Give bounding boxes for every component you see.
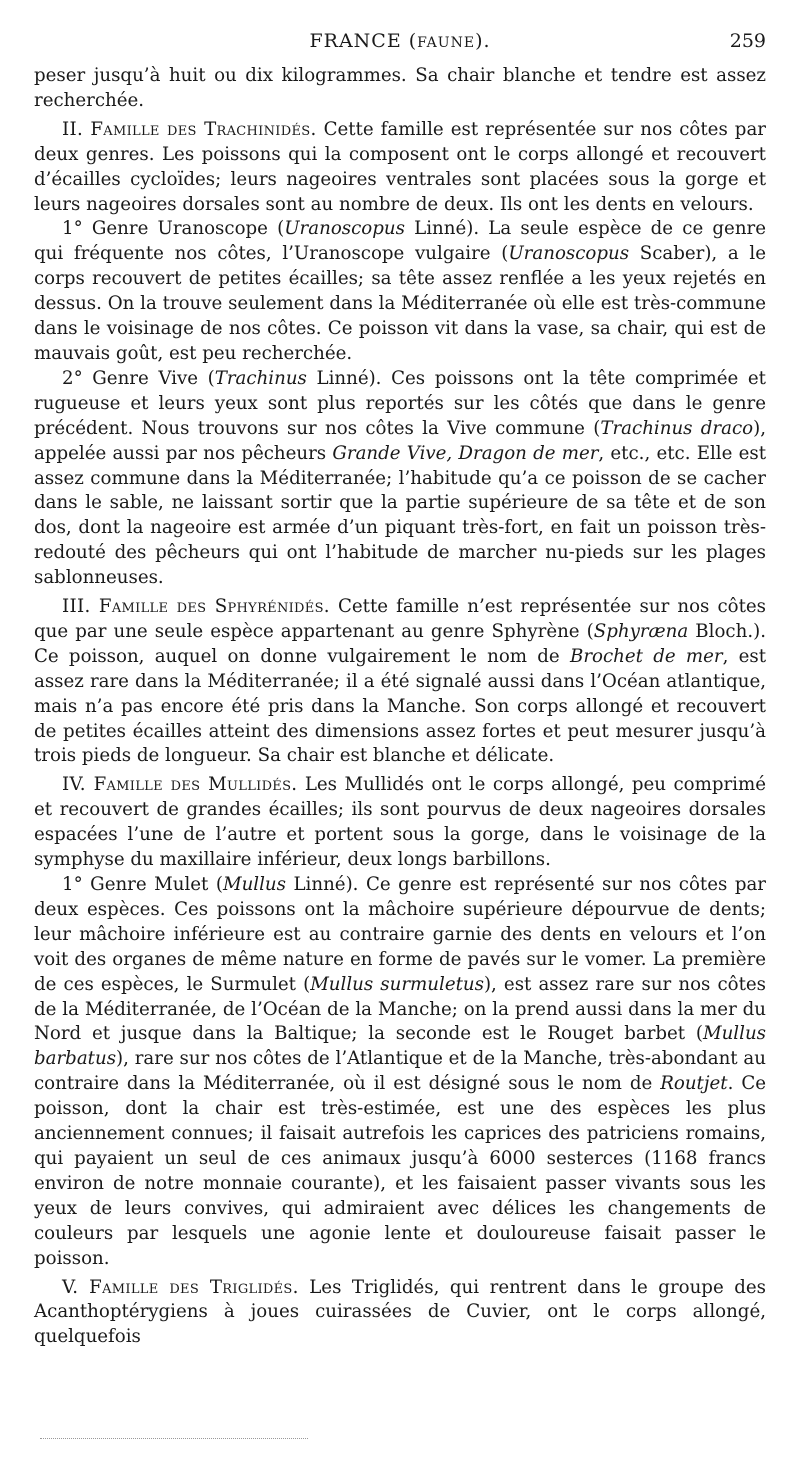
page-number: 259: [729, 30, 766, 52]
running-title: [34, 30, 766, 52]
section-heading: IV. Famille des Mullidés.: [62, 774, 298, 796]
running-title-main: FRANCE (: [309, 30, 418, 52]
footer-rule: [40, 1438, 308, 1439]
section-triglides: V. Famille des Triglidés. Les Triglidés, qui rentrent dans le groupe des Acanthoptérygiens à joues cuirassées de Cuvier, ont le corps allongé, quelquefois: [34, 1276, 766, 1348]
paragraph-genre-mulet: 1° Genre Mulet (Mullus Linné). Ce genre est représenté sur nos côtes par deux espèces. Ces poissons ont la mâchoire supérieure dépourvue de dents; leur mâchoire inférieure est au contraire garnie des dents en velours et l’on voit des organes de même nature en forme de pavés sur le vomer. La première de ces espèces, le Surmulet (Mullus surmuletus), est assez rare sur nos côtes de la Méditerranée, de l’Océan de la Manche; on la prend aussi dans la mer du Nord et jusque dans la Baltique; la seconde est le Rouget barbet (Mullus barbatus), rare sur nos côtes de l’Atlantique et de la Manche, très-abondant au contraire dans la Méditerranée, où il est désigné sous le nom de Routjet. Ce poisson, dont la chair est très-estimée, est une des espèces les plus anciennement connues; il faisait autrefois les caprices des patriciens romains, qui payaient un seul de ces animaux jusqu’à 6000 sesterces (1168 francs environ de notre monnaie courante), et les faisaient passer vivants sous les yeux de leurs convives, qui admiraient avec délices les changements de couleurs par lesquels une agonie lente et douloureuse faisait passer le poisson.: [34, 874, 766, 1269]
section-trachinides: II. Famille des Trachinidés. Cette famille est représentée sur nos côtes par deux genres. Les poissons qui la composent ont le corps allongé et recouvert d’écailles cycloïdes; leurs nageoires ventrales sont placées sous la gorge et leurs nageoires dorsales sont au nombre de deux. Ils ont les dents en velours.: [34, 118, 766, 215]
running-title-close: ).: [475, 30, 491, 52]
running-header: [34, 30, 766, 58]
section-sphyrenides: III. Famille des Sphyrénidés. Cette famille n’est représentée sur nos côtes que par une seule espèce appartenant au genre Sphyrène (Sphyræna Bloch.). Ce poisson, auquel on donne vulgairement le nom de Brochet de mer, est assez rare dans la Méditerranée; il a été signalé aussi dans l’Océan atlantique, mais n’a pas encore été pris dans la Manche. Son corps allongé et recouvert de petites écailles atteint des dimensions assez fortes et peut mesurer jusqu’à trois pieds de longueur. Sa chair est blanche et délicate.: [34, 596, 767, 767]
body-text: [34, 64, 766, 1350]
running-title-subject: FAUNE: [417, 35, 476, 51]
section-heading: III. Famille des Sphyrénidés.: [62, 596, 330, 618]
paragraph-genre-vive: 2° Genre Vive (Trachinus Linné). Ces poissons ont la tête comprimée et rugueuse et leurs yeux sont plus reportés sur les côtés que dans le genre précédent. Nous trouvons sur nos côtes la Vive commune (Trachinus draco), appelée aussi par nos pêcheurs Grande Vive, Dragon de mer, etc., etc. Elle est assez commune dans la Méditerranée; l’habitude qu’a ce poisson de se cacher dans le sable, ne laissant sortir que la partie supérieure de sa tête et de son dos, dont la nageoire est armée d’un piquant très-fort, en fait un poisson très-redouté des pêcheurs qui ont l’habitude de marcher nu-pieds sur les plages sablonneuses.: [34, 367, 766, 589]
paragraph-genre-uranoscope: 1° Genre Uranoscope (Uranoscopus Linné). La seule espèce de ce genre qui fréquente nos côtes, l’Uranoscope vulgaire (Uranoscopus Scaber), a le corps recouvert de petites écailles; sa tête assez renflée a les yeux rejetés en dessus. On la trouve seulement dans la Méditerranée où elle est très-commune dans le voisinage de nos côtes. Ce poisson vit dans la vase, sa chair, qui est de mauvais goût, est peu recherchée.: [34, 218, 767, 364]
paragraph-continuation: peser jusqu’à huit ou dix kilogrammes. Sa chair blanche et tendre est assez recherchée.: [34, 65, 766, 111]
section-heading: II. Famille des Trachinidés.: [62, 118, 317, 140]
section-mullides: IV. Famille des Mullidés. Les Mullidés ont le corps allongé, peu comprimé et recouvert de grandes écailles; ils sont pourvus de deux nageoires dorsales espacées l’une de l’autre et portent sous la gorge, dans le voisinage de la symphyse du maxillaire inférieur, deux longs barbillons.: [34, 774, 766, 871]
section-heading: V. Famille des Triglidés.: [62, 1276, 299, 1298]
